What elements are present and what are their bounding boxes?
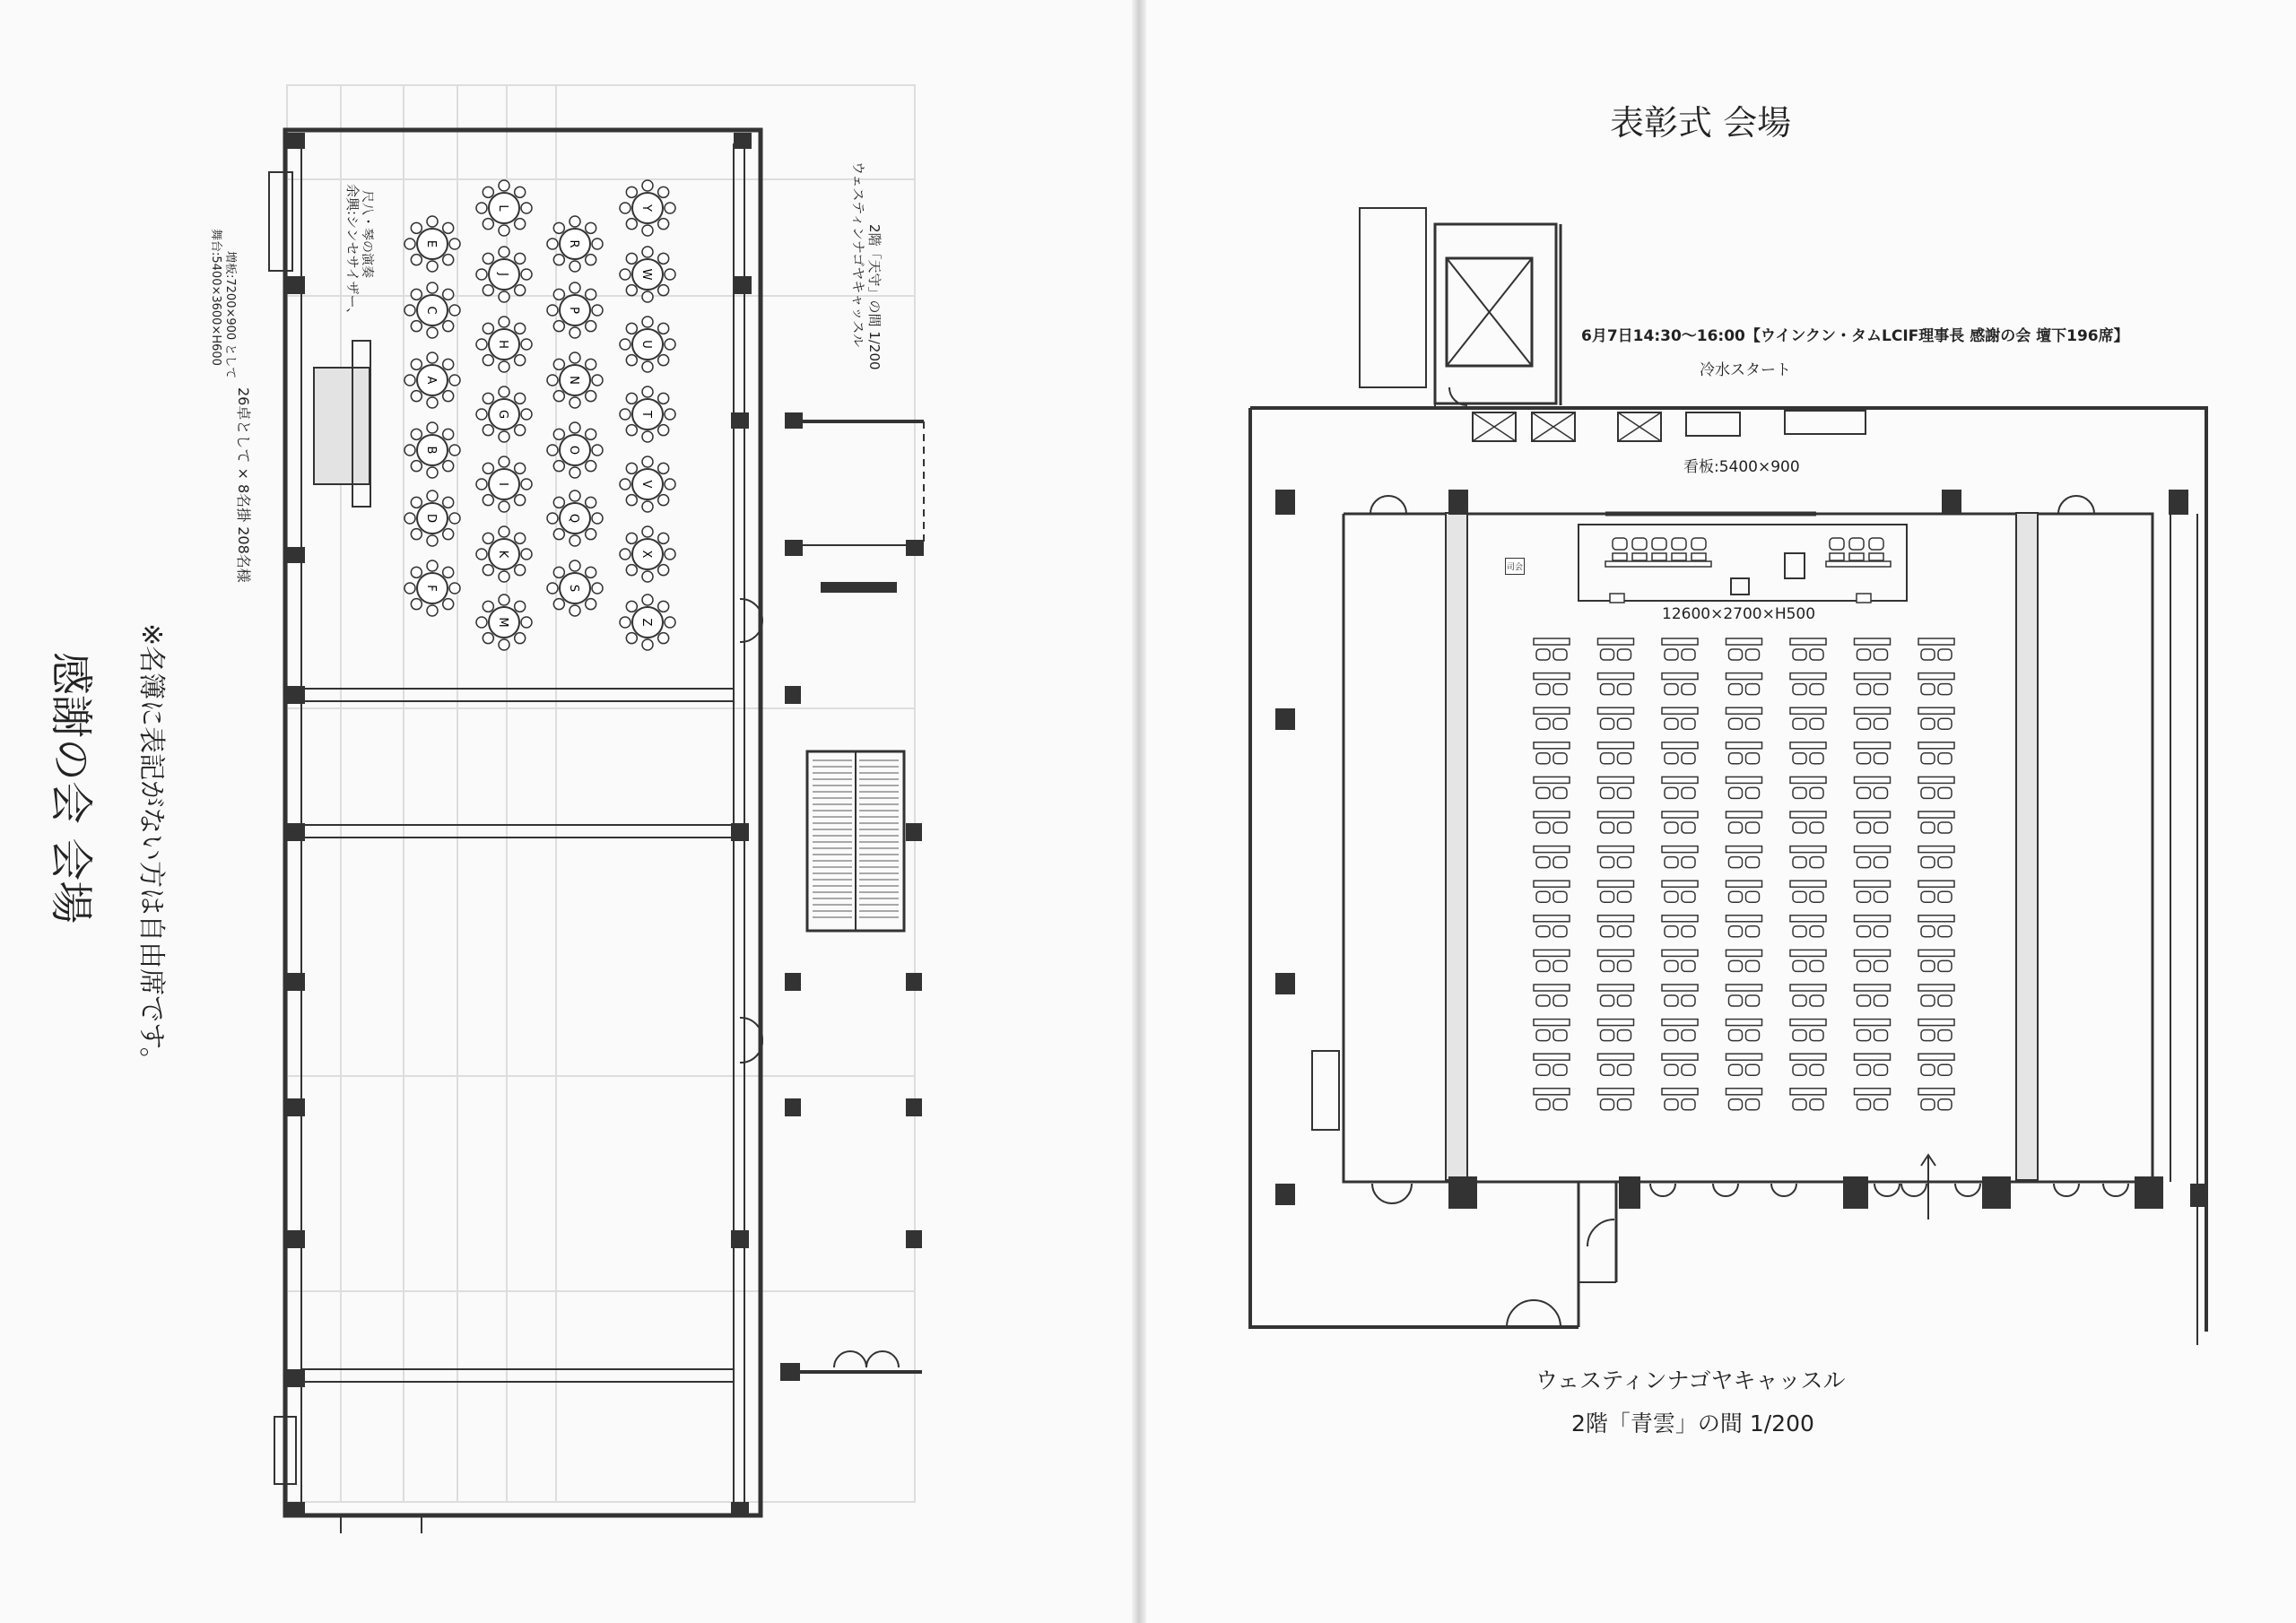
round-table-D: [404, 490, 460, 546]
table-letter: Q: [567, 513, 580, 524]
free-seating-note: ※名簿に表記がない方は自由席です。: [135, 623, 167, 1074]
table-letter: T: [639, 411, 653, 418]
stage-note: 舞台:5400×3600×H600: [209, 229, 222, 366]
round-table-Y: [620, 180, 675, 236]
right-page-title: 表彰式 会場: [1610, 103, 1792, 143]
riser-note: 増板:7200×900 として: [223, 251, 237, 379]
round-table-O: [547, 422, 603, 478]
round-table-R: [547, 216, 603, 272]
left-page-title: 感謝の会 会場: [46, 652, 96, 924]
table-letter: K: [496, 550, 509, 559]
room-outline: [285, 130, 761, 1515]
table-letter: H: [496, 340, 509, 349]
round-table-U: [620, 317, 675, 372]
table-letter: C: [424, 306, 438, 315]
table-letter: L: [496, 204, 509, 212]
table-letter: I: [496, 482, 509, 486]
round-table-V: [620, 456, 675, 512]
table-letter: O: [567, 445, 580, 456]
round-table-Z: [620, 595, 675, 650]
round-table-I: [476, 456, 532, 512]
stage: [314, 368, 370, 484]
round-table-K: [476, 526, 532, 582]
round-table-T: [620, 386, 675, 442]
left-title-block: [23, 623, 212, 1074]
right-venue-name: ウェスティンナゴヤキャッスル: [1535, 1367, 1846, 1393]
show-through-grid: [287, 85, 915, 1502]
podium-label: 司会: [1505, 558, 1525, 575]
table-letter: U: [639, 340, 653, 349]
round-table-N: [547, 352, 603, 408]
table-letter: V: [639, 480, 653, 489]
cold-water-note: 冷水スタート: [1700, 361, 1791, 379]
round-table-B: [404, 422, 460, 478]
round-table-Q: [547, 490, 603, 546]
table-letter: D: [424, 513, 438, 524]
event-info: 6月7日14:30〜16:00【ウインクン・タムLCIF理事長 感謝の会 壇下196席】: [1581, 327, 2129, 345]
performance-note-2: 尺八・琴の演奏: [360, 190, 374, 278]
round-table-E: [404, 216, 460, 272]
round-table-G: [476, 386, 532, 442]
signboard-note: 看板:5400×900: [1683, 458, 1800, 476]
round-table-L: [476, 180, 532, 236]
round-table-J: [476, 247, 532, 302]
table-letter: S: [567, 584, 580, 593]
table-letter: J: [496, 273, 509, 276]
right-room-name: 2階「青雲」の間 1/200: [1571, 1410, 1814, 1436]
table-letter: N: [567, 376, 580, 385]
table-letter: G: [496, 409, 509, 420]
round-table-F: [404, 560, 460, 616]
table-letter: P: [567, 307, 580, 314]
table-letter: X: [639, 550, 653, 559]
performance-note: 余興:シンセサイザー、: [344, 184, 361, 322]
table-letter: Z: [639, 618, 653, 627]
left-venue-name: ウェスティンナゴヤキャッスル: [850, 161, 866, 348]
round-table-H: [476, 317, 532, 372]
round-table-M: [476, 595, 532, 650]
round-table-X: [620, 526, 675, 582]
capacity-note: 26卓として × 8名掛 208名様: [235, 387, 252, 583]
table-letter: Y: [639, 204, 653, 212]
round-table-A: [404, 352, 460, 408]
round-table-C: [404, 282, 460, 338]
table-letter: W: [639, 268, 653, 281]
left-room-name: 2階「天守」の間 1/200: [866, 224, 883, 370]
table-letter: A: [424, 376, 438, 385]
table-letter: F: [424, 585, 438, 592]
table-letter: M: [496, 617, 509, 628]
table-letter: R: [567, 239, 580, 248]
round-table-W: [620, 247, 675, 302]
table-letter: B: [424, 446, 438, 455]
round-table-P: [547, 282, 603, 338]
stage-dimensions: 12600×2700×H500: [1662, 605, 1816, 623]
table-letter: E: [424, 239, 438, 248]
round-table-S: [547, 560, 603, 616]
